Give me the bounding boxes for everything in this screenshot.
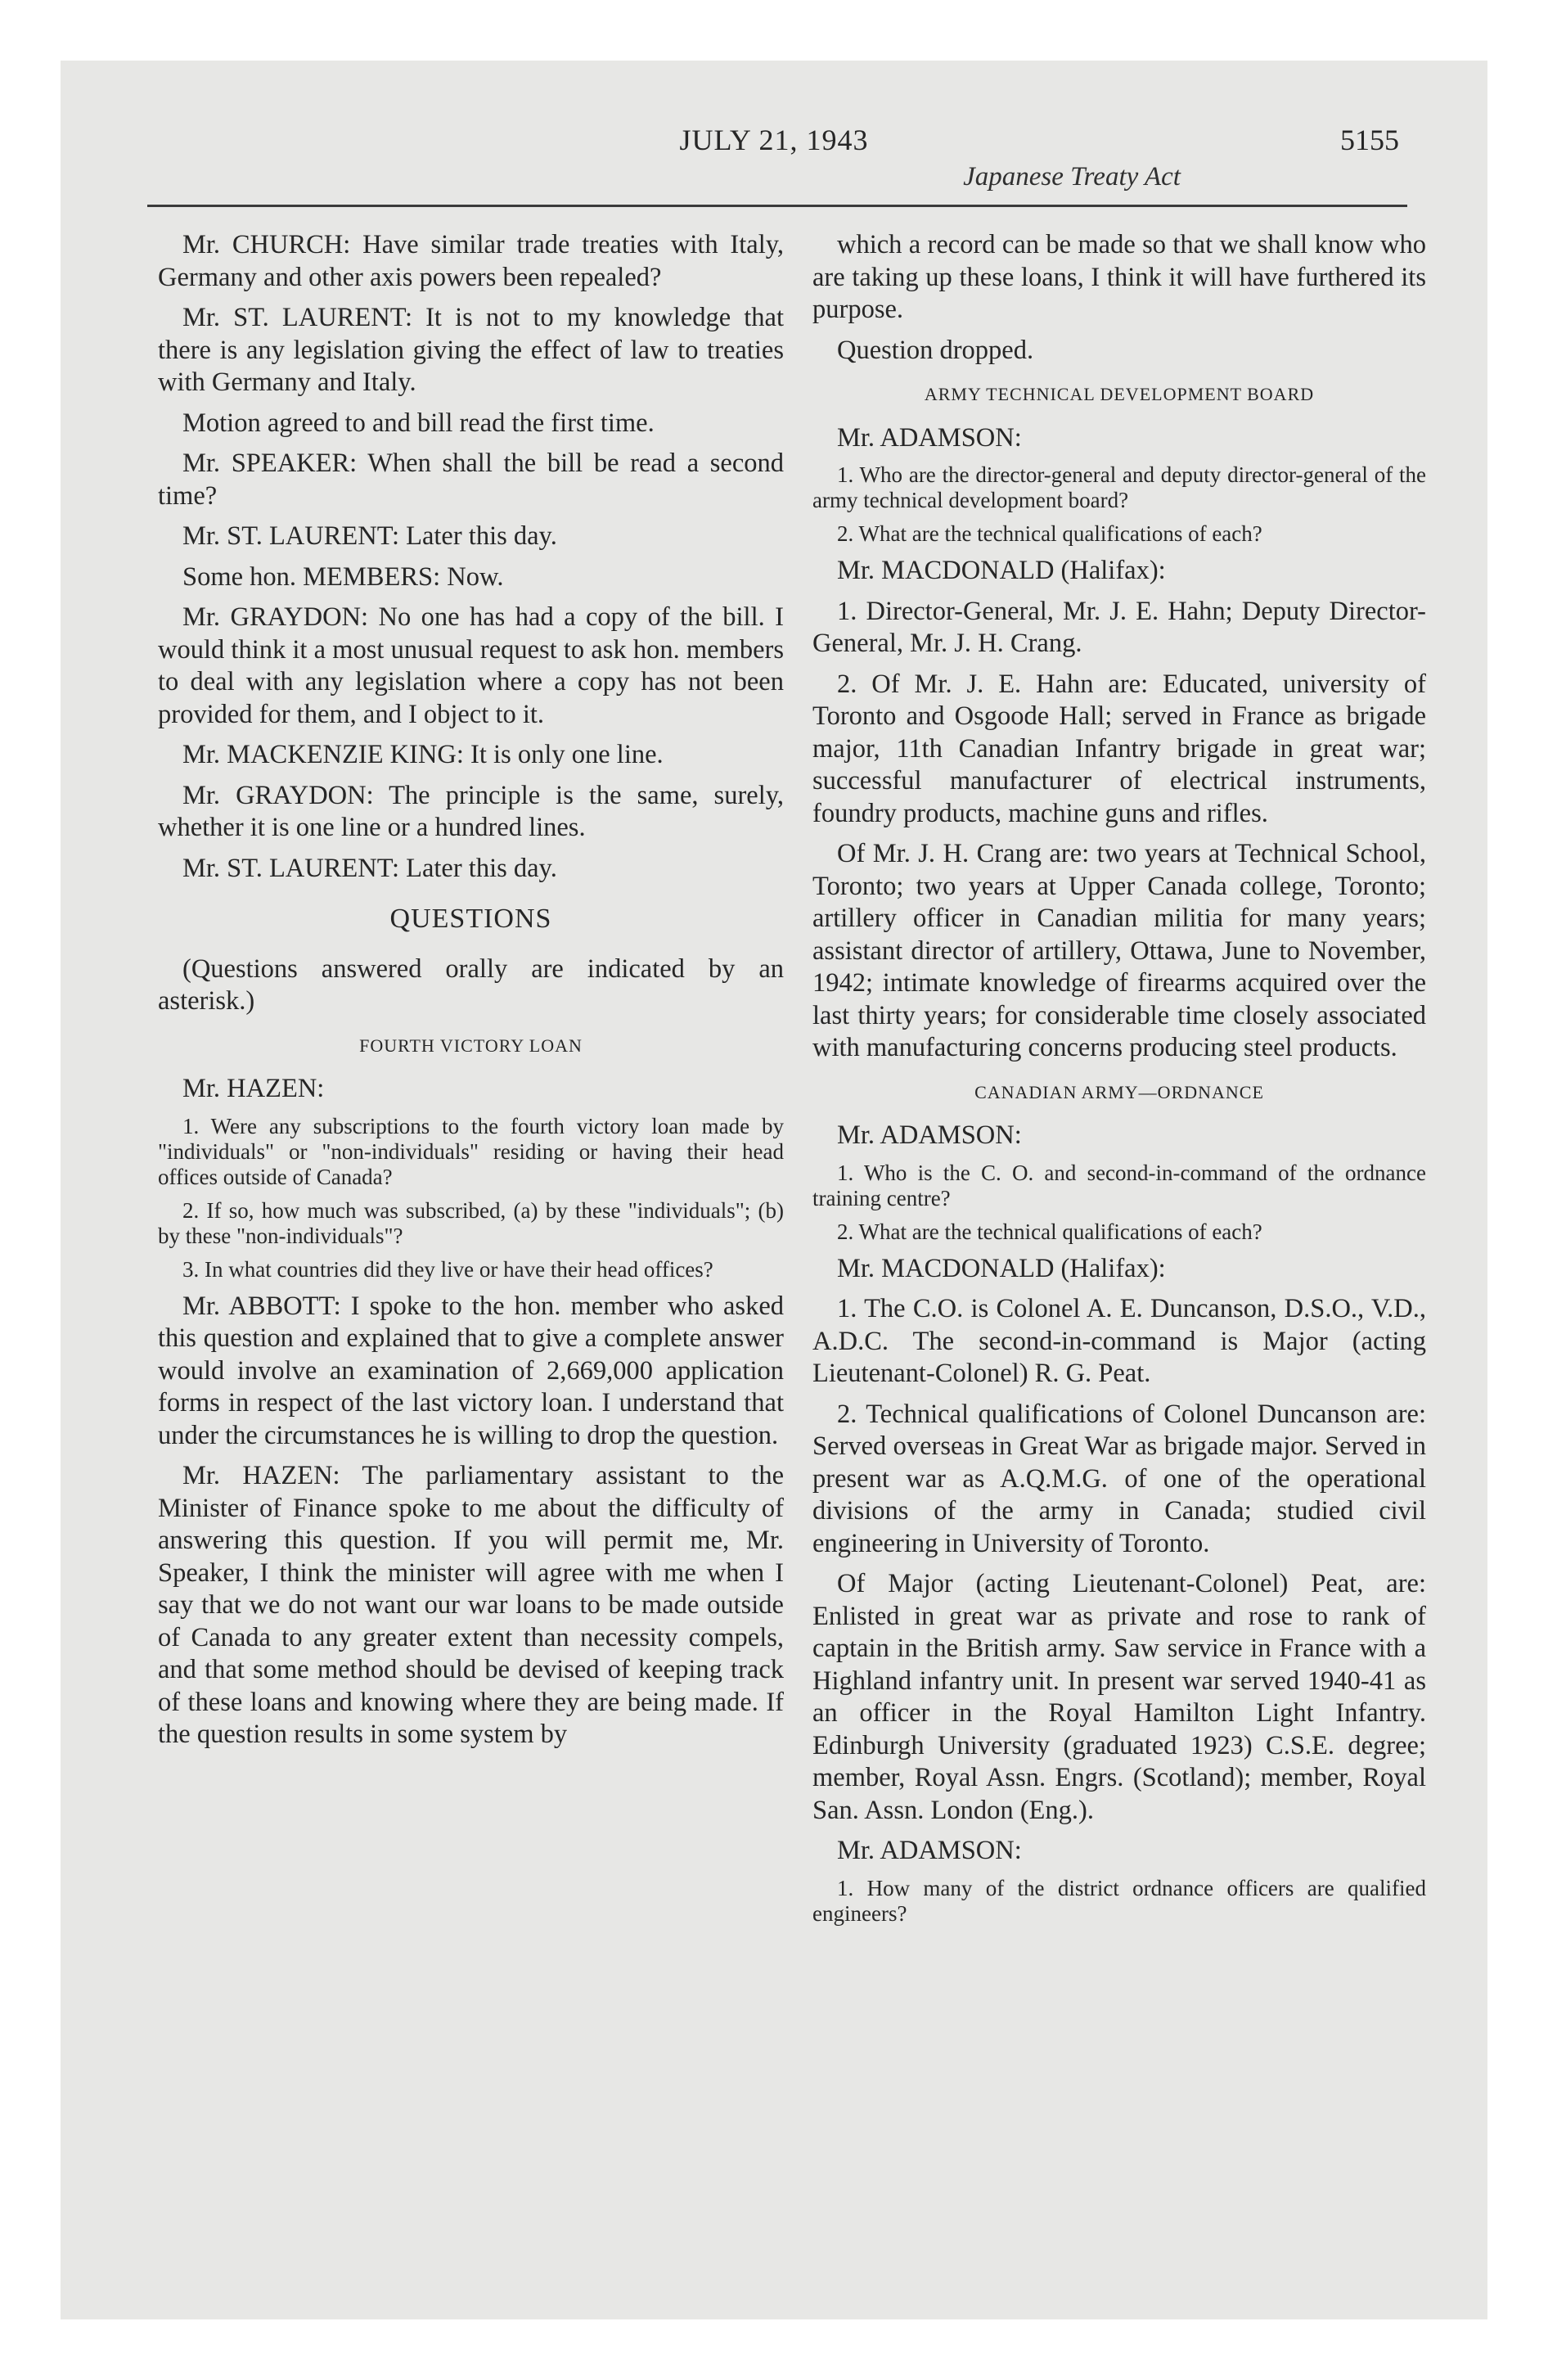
paragraph: Of Mr. J. H. Crang are: two years at Technical School, Toronto; two years at Upper Canada college, Toronto; artillery officer in Canadian militia for many years; assistant director of artillery, Ottawa, June to November, 1942; intimate knowledge of firearms acquired over the last thirty years; for considerable time closely associated with manufacturing concerns producing steel products. xyxy=(812,839,1426,1062)
paragraph: (Questions answered orally are indicated by an asterisk.) xyxy=(158,953,784,1016)
paragraph: Mr. ABBOTT: I spoke to the hon. member who asked this question and explained that to give a complete answer would involve an examination of 2,669,000 application forms in respect of the last victory loan. I understand that under the circumstances he is willing to drop the question. xyxy=(158,1291,784,1450)
page-date: JULY 21, 1943 xyxy=(679,124,869,156)
paragraph: Mr. ST. LAURENT: Later this day. xyxy=(182,853,557,883)
paragraph: Mr. ST. LAURENT: Later this day. xyxy=(182,521,557,551)
left-column xyxy=(158,229,784,1760)
paragraph: Mr. GRAYDON: The principle is the same, surely, whether it is one line or a hundred lines. xyxy=(158,780,784,842)
paragraph: 2. Technical qualifications of Colonel Duncanson are: Served overseas in Great War as brigade major. Served in present war as A.Q.M.G. of one of the operational divisions of the army in Canada; studied civil engineering in University of Toronto. xyxy=(812,1399,1426,1558)
page-number: 5155 xyxy=(1340,124,1399,156)
question-item: 2. What are the technical qualifications of each? xyxy=(837,521,1262,546)
paragraph: Question dropped. xyxy=(837,335,1034,365)
paragraph: Mr. ADAMSON: xyxy=(837,1120,1022,1150)
paragraph: Mr. SPEAKER: When shall the bill be read a second time? xyxy=(158,449,784,511)
paragraph: Mr. HAZEN: The parliamentary assistant to the Minister of Finance spoke to me about the difficulty of answering this question. If you will permit me, Mr. Speaker, I think the minister will agree with me when I say that we do not want our war loans to be made outside of Canada to any greater extent than necessity compels, and that some method should be devised of keeping track of these loans and knowing where they are being made. If the question results in some system by xyxy=(158,1461,784,1749)
paragraph: Mr. MACDONALD (Halifax): xyxy=(837,1253,1166,1283)
paragraph: Mr. MACKENZIE KING: It is only one line. xyxy=(182,740,664,769)
question-item: 1. Were any subscriptions to the fourth victory loan made by "individuals" or "non-individuals" residing or having their head offices outside of Canada? xyxy=(158,1113,784,1189)
paragraph: Mr. HAZEN: xyxy=(182,1074,325,1103)
question-item: 1. Who is the C. O. and second-in-command of the ordnance training centre? xyxy=(812,1160,1426,1210)
header-rule xyxy=(147,205,1407,207)
question-item: 1. Who are the director-general and deputy director-general of the army technical development board? xyxy=(812,462,1426,512)
paragraph: Motion agreed to and bill read the first time. xyxy=(182,408,655,438)
right-column xyxy=(812,229,1426,1935)
running-title: Japanese Treaty Act xyxy=(963,162,1181,192)
section-heading: FOURTH VICTORY LOAN xyxy=(359,1034,583,1056)
question-item: 2. If so, how much was subscribed, (a) by these "individuals"; (b) by these "non-individuals"? xyxy=(158,1197,784,1248)
paragraph: Mr. MACDONALD (Halifax): xyxy=(837,556,1166,585)
paragraph: Mr. GRAYDON: No one has had a copy of the bill. I would think it a most unusual request to ask hon. members to deal with any legislation where a copy has not been provided for them, and I object to it. xyxy=(158,602,784,729)
paragraph: Mr. ST. LAURENT: It is not to my knowledge that there is any legislation giving the effect of law to treaties with Germany and Italy. xyxy=(158,303,784,397)
paragraph: Some hon. MEMBERS: Now. xyxy=(182,561,504,592)
question-item: 1. How many of the district ordnance officers are qualified engineers? xyxy=(812,1875,1426,1926)
paragraph: Mr. CHURCH: Have similar trade treaties with Italy, Germany and other axis powers been repealed? xyxy=(158,230,784,292)
section-title: QUESTIONS xyxy=(389,904,552,934)
paragraph: Mr. ADAMSON: xyxy=(837,422,1022,453)
question-item: 2. What are the technical qualifications of each? xyxy=(837,1219,1262,1244)
paragraph: 2. Of Mr. J. E. Hahn are: Educated, university of Toronto and Osgoode Hall; served in France as brigade major, 11th Canadian Infantry brigade in great war; successful manufacturer of electrical instruments, foundry products, machine guns and rifles. xyxy=(812,669,1426,828)
paragraph: Mr. ADAMSON: xyxy=(837,1836,1022,1865)
paragraph: 1. Director-General, Mr. J. E. Hahn; Deputy Director-General, Mr. J. H. Crang. xyxy=(812,596,1426,658)
paragraph: Of Major (acting Lieutenant-Colonel) Peat, are: Enlisted in great war as private and rose to rank of captain in the British army. Saw service in France with a Highland infantry unit. In present war served 1940-41 as an officer in the Royal Hamilton Light Infantry. Edinburgh University (graduated 1923) C.S.E. degree; member, Royal Assn. Engrs. (Scotland); member, Royal San. Assn. London (Eng.). xyxy=(812,1569,1426,1825)
section-heading: CANADIAN ARMY—ORDNANCE xyxy=(974,1081,1264,1102)
paragraph: which a record can be made so that we shall know who are taking up these loans, I think it will have furthered its purpose. xyxy=(812,230,1426,324)
section-heading: ARMY TECHNICAL DEVELOPMENT BOARD xyxy=(924,384,1315,404)
question-item: 3. In what countries did they live or have their head offices? xyxy=(182,1256,713,1282)
paragraph: 1. The C.O. is Colonel A. E. Duncanson, D.S.O., V.D., A.D.C. The second-in-command is Major (acting Lieutenant-Colonel) R. G. Peat. xyxy=(812,1294,1426,1388)
